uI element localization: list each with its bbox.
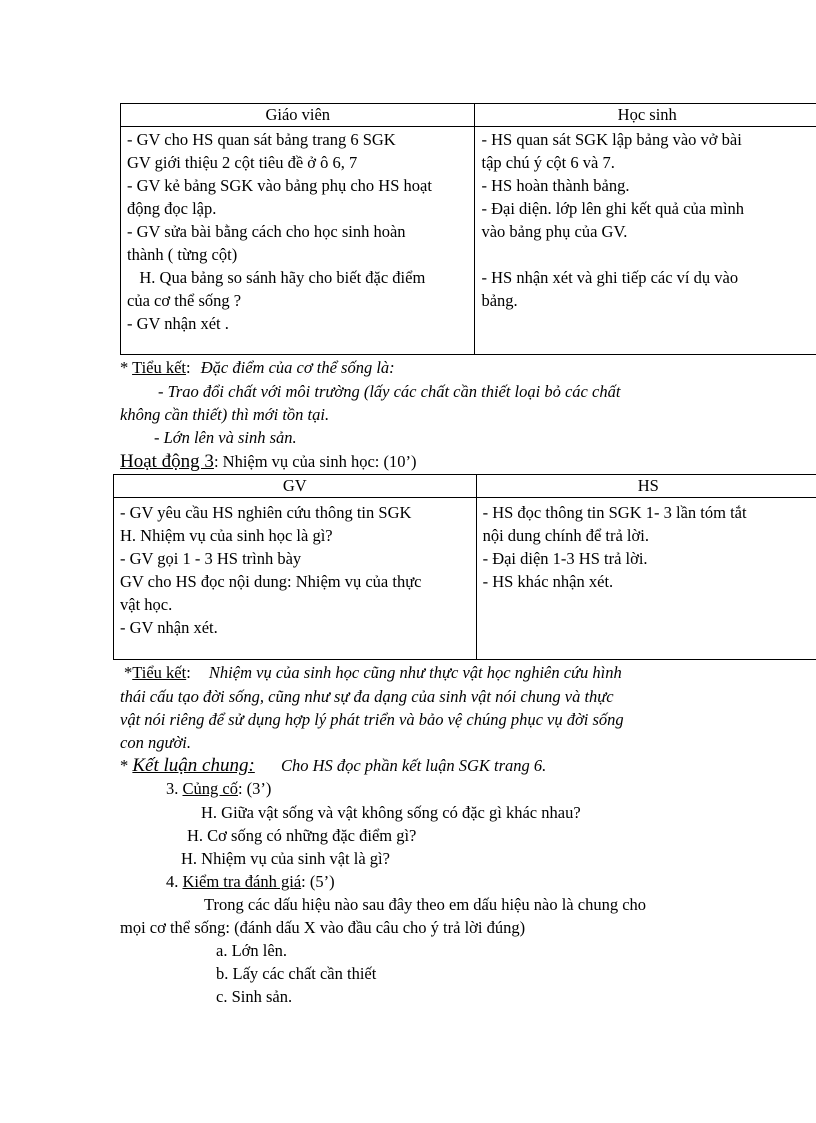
assessment-time: : (5’) [301, 872, 335, 891]
table1-student-line [481, 243, 813, 266]
table1-student-line: vào bảng phụ của GV. [481, 222, 628, 241]
table1-teacher-line: - GV nhận xét . [127, 314, 229, 333]
summary-2-line: vật nói riêng để sử dụng hợp lý phát triển và bảo vệ chúng phục vụ đời sống [120, 710, 624, 729]
summary-1-colon: : [186, 358, 191, 377]
summary-1-text: Đặc điểm của cơ thể sống là: [200, 358, 395, 377]
table2-student-line: nội dung chính để trả lời. [482, 526, 649, 545]
assessment-option: c. Sinh sản. [216, 987, 293, 1006]
table1-student-line: tập chú ý cột 6 và 7. [481, 153, 615, 172]
summary-2-colon: : [186, 663, 191, 682]
consolidation-time: : (3’) [237, 779, 272, 798]
table1-header-teacher: Giáo viên [121, 104, 475, 127]
consolidation-question: H. Nhiệm vụ của sinh vật là gì? [181, 849, 390, 868]
assessment-number: 4. [166, 872, 179, 891]
summary-1-heading [120, 357, 395, 379]
table2-student-cell [476, 498, 816, 660]
table1-teacher-line: - GV sửa bài bằng cách cho học sinh hoàn [127, 222, 406, 241]
summary-1-line: - Lớn lên và sinh sản. [154, 428, 297, 447]
summary-1-prefix: * [120, 358, 133, 377]
assessment-paragraph-line: Trong các dấu hiệu nào sau đây theo em dấu hiệu nào là chung cho [204, 895, 647, 914]
table2-teacher-line: H. Nhiệm vụ của sinh học là gì? [120, 526, 333, 545]
table1-teacher-line: GV giới thiệu 2 cột tiêu đề ở ô 6, 7 [127, 153, 358, 172]
table1-teacher-line: thành ( từng cột) [127, 245, 238, 264]
table1-teacher-line: động đọc lập. [127, 199, 217, 218]
table1-teacher-line: của cơ thể sống ? [127, 291, 242, 310]
summary-2-heading [124, 661, 622, 685]
table1-teacher-line: - GV kẻ bảng SGK vào bảng phụ cho HS hoạt [127, 176, 432, 195]
assessment-label: Kiểm tra đánh giá [182, 872, 302, 891]
table1-teacher-line: - GV cho HS quan sát bảng trang 6 SGK [127, 130, 396, 149]
table2-teacher-line: - GV yêu cầu HS nghiên cứu thông tin SGK [120, 503, 412, 522]
table2-header-student: HS [476, 475, 816, 498]
table1-student-line: bảng. [481, 291, 518, 310]
summary-1-line: - Trao đổi chất với môi trường (lấy các chất cần thiết loại bỏ các chất [158, 382, 621, 401]
table2-teacher-line: - GV nhận xét. [120, 618, 218, 637]
consolidation-question: H. Giữa vật sống và vật không sống có đặc gì khác nhau? [201, 803, 581, 822]
table1-teacher-cell [121, 127, 475, 355]
conclusion-prefix: * [120, 756, 133, 775]
summary-2-line: con người. [120, 733, 191, 752]
teacher-student-table-2 [113, 474, 816, 660]
assessment-option: a. Lớn lên. [216, 941, 288, 960]
summary-1-line: không cần thiết) thì mới tồn tại. [120, 405, 330, 424]
general-conclusion [120, 754, 546, 778]
table2-teacher-line: - GV gọi 1 - 3 HS trình bày [120, 549, 302, 568]
table1-student-line: - HS nhận xét và ghi tiếp các ví dụ vào [481, 268, 739, 287]
summary-2-line: Nhiệm vụ của sinh học cũng như thực vật học nghiên cứu hình [208, 663, 622, 682]
assessment-option: b. Lấy các chất cần thiết [216, 964, 377, 983]
consolidation-question: H. Cơ sống có những đặc điểm gì? [187, 826, 417, 845]
table2-teacher-cell [114, 498, 477, 660]
summary-2-prefix: * [124, 663, 133, 682]
summary-2-line: thái cấu tạo đời sống, cũng như sự đa dạng của sinh vật nói chung và thực [120, 687, 614, 706]
table1-student-line: - HS hoàn thành bảng. [481, 176, 630, 195]
teacher-student-table-1 [120, 103, 816, 355]
table2-student-line: - HS khác nhận xét. [482, 572, 614, 591]
table2-header-teacher: GV [114, 475, 477, 498]
consolidation-label: Củng cố [182, 779, 238, 798]
assessment-heading [166, 871, 335, 893]
consolidation-number: 3. [166, 779, 179, 798]
conclusion-text: Cho HS đọc phần kết luận SGK trang 6. [280, 756, 547, 775]
table2-student-line: - Đại diện 1-3 HS trả lời. [482, 549, 648, 568]
consolidation-heading [166, 778, 271, 800]
table1-header-student: Học sinh [475, 104, 816, 127]
table2-teacher-line: GV cho HS đọc nội dung: Nhiệm vụ của thực [120, 572, 422, 591]
activity-3-label: Hoạt động 3 [120, 451, 214, 472]
table1-student-line: - Đại diện. lớp lên ghi kết quả của mình [481, 199, 745, 218]
summary-1-label: Tiểu kết [132, 358, 187, 377]
table1-teacher-line: H. Qua bảng so sánh hãy cho biết đặc điểm [127, 268, 426, 287]
table2-teacher-line: vật học. [120, 595, 173, 614]
summary-2-label: Tiểu kết [132, 663, 187, 682]
activity-3-heading [120, 450, 416, 474]
assessment-paragraph-line: mọi cơ thể sống: (đánh dấu X vào đầu câu cho ý trả lời đúng) [120, 918, 526, 937]
table1-student-cell [475, 127, 816, 355]
table1-student-line: - HS quan sát SGK lập bảng vào vở bài [481, 130, 742, 149]
activity-3-title: : Nhiệm vụ của sinh học: (10’) [213, 452, 417, 471]
table2-student-line: - HS đọc thông tin SGK 1- 3 lần tóm tắt [482, 503, 747, 522]
conclusion-label: Kết luận chung: [132, 755, 255, 776]
